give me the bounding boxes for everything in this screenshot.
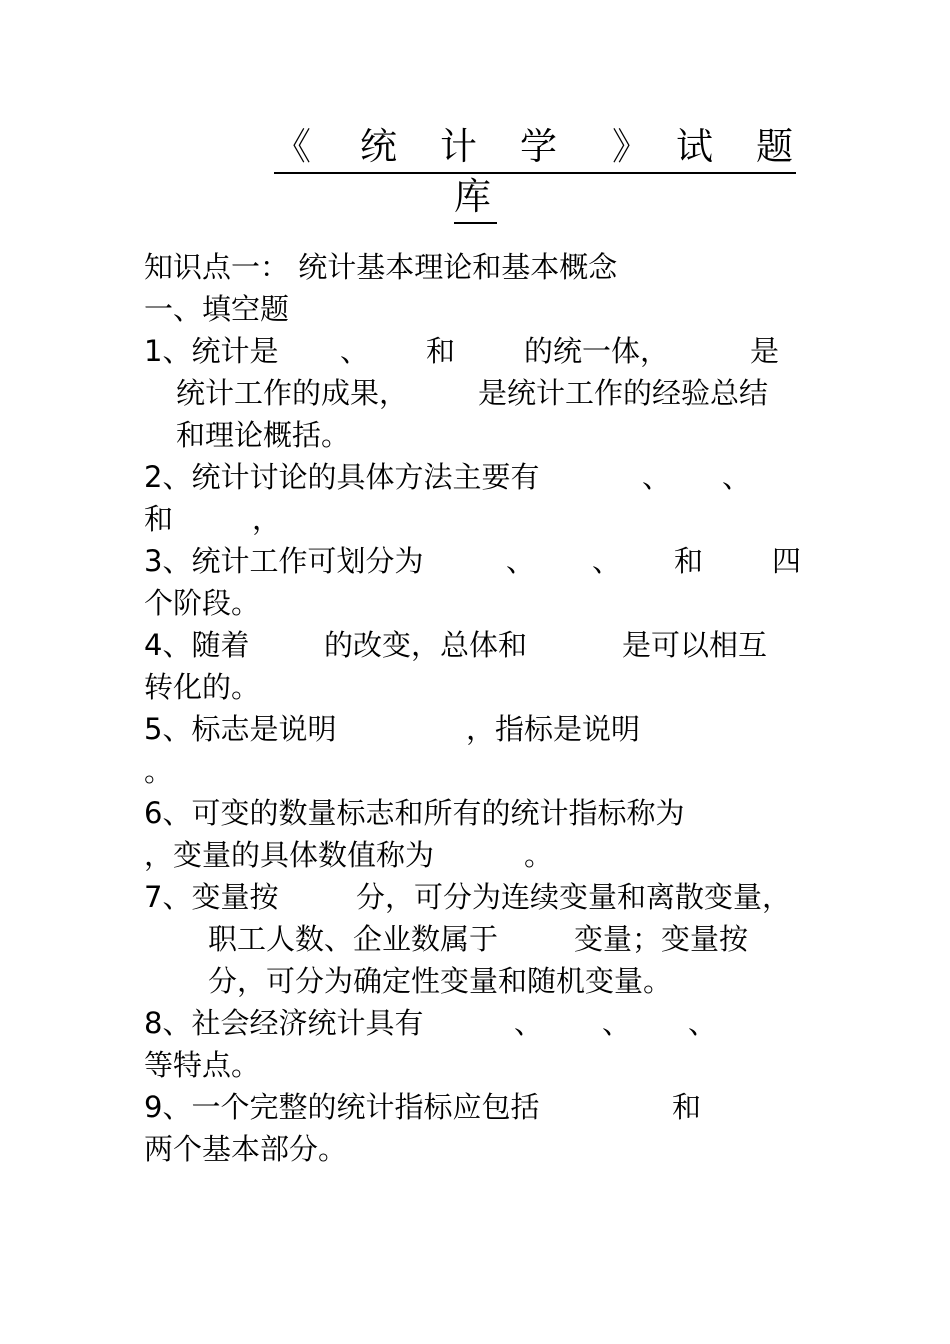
q3-text-d: 和 bbox=[674, 544, 704, 578]
q9-text-a: 9、一个完整的统计指标应包括 bbox=[144, 1090, 540, 1124]
q3-line2: 个阶段。 bbox=[144, 586, 261, 620]
title-char-ji: 计 bbox=[440, 125, 477, 168]
q2-line2-b: ， bbox=[252, 502, 282, 536]
question-4-line-2 bbox=[144, 666, 834, 708]
q5-text-a: 5、标志是说明 bbox=[144, 712, 337, 746]
q4-text-c: 是可以相互 bbox=[622, 628, 768, 662]
question-5-line-2 bbox=[144, 750, 834, 792]
title-char-tong: 统 bbox=[360, 125, 397, 168]
q1-text-b: 、 bbox=[340, 334, 370, 368]
section-heading-row bbox=[144, 246, 834, 288]
question-1-line-3 bbox=[144, 414, 834, 456]
q2-line2-a: 和 bbox=[144, 502, 174, 536]
q1-text-a: 1、统计是 bbox=[144, 334, 279, 368]
q8-text-b: 、 bbox=[514, 1006, 544, 1040]
title-char-ti: 题 bbox=[756, 125, 793, 168]
question-9-line-2 bbox=[144, 1128, 834, 1170]
q7-text-a: 7、变量按 bbox=[144, 880, 279, 914]
q3-text-b: 、 bbox=[506, 544, 536, 578]
q7-text-b: 分，可分为连续变量和离散变量， bbox=[356, 880, 792, 914]
question-1-line-1 bbox=[144, 330, 834, 372]
q7-line2-b: 变量；变量按 bbox=[574, 922, 749, 956]
question-6-line-2 bbox=[144, 834, 834, 876]
question-7-line-1 bbox=[144, 876, 834, 918]
q1-line2-a: 统计工作的成果， bbox=[176, 376, 409, 410]
question-7-line-3 bbox=[144, 960, 834, 1002]
question-7-line-2 bbox=[144, 918, 834, 960]
document-title bbox=[274, 122, 796, 218]
question-8-line-2 bbox=[144, 1044, 834, 1086]
question-6-line-1 bbox=[144, 792, 834, 834]
q1-text-e: 是 bbox=[750, 334, 780, 368]
title-open-bracket: 《 bbox=[274, 125, 311, 168]
q6-line2-a: ，变量的具体数值称为 bbox=[144, 838, 435, 872]
q7-line2-a: 职工人数、企业数属于 bbox=[208, 922, 499, 956]
section-heading: 知识点一： 统计基本理论和基本概念 bbox=[144, 250, 618, 284]
q4-text-a: 4、随着 bbox=[144, 628, 250, 662]
question-2-line-2 bbox=[144, 498, 834, 540]
q8-text-a: 8、社会经济统计具有 bbox=[144, 1006, 424, 1040]
q8-text-c: 、 bbox=[602, 1006, 632, 1040]
question-3-line-1 bbox=[144, 540, 834, 582]
q5-text-b: ，指标是说明 bbox=[466, 712, 641, 746]
q3-text-c: 、 bbox=[592, 544, 622, 578]
question-1-line-2 bbox=[144, 372, 834, 414]
question-2-line-1 bbox=[144, 456, 834, 498]
q2-text-c: 、 bbox=[722, 460, 752, 494]
q6-line2-b: 。 bbox=[524, 838, 554, 872]
question-9-line-1 bbox=[144, 1086, 834, 1128]
q7-line3: 分，可分为确定性变量和随机变量。 bbox=[208, 964, 673, 998]
q9-text-b: 和 bbox=[672, 1090, 702, 1124]
title-close-bracket: 》 bbox=[612, 125, 649, 168]
question-content bbox=[144, 246, 834, 1170]
section-subheading-row bbox=[144, 288, 834, 330]
title-line-1 bbox=[274, 122, 796, 174]
question-4-line-1 bbox=[144, 624, 834, 666]
title-line-2 bbox=[454, 172, 497, 224]
q3-text-a: 3、统计工作可划分为 bbox=[144, 544, 424, 578]
q5-line2: 。 bbox=[144, 754, 174, 788]
question-5-line-1 bbox=[144, 708, 834, 750]
q8-text-d: 、 bbox=[688, 1006, 718, 1040]
q6-text-a: 6、可变的数量标志和所有的统计指标称为 bbox=[144, 796, 685, 830]
q1-text-c: 和 bbox=[426, 334, 456, 368]
q4-line2: 转化的。 bbox=[144, 670, 261, 704]
q2-text-a: 2、统计讨论的具体方法主要有 bbox=[144, 460, 540, 494]
q8-line2: 等特点。 bbox=[144, 1048, 261, 1082]
q3-text-e: 四 bbox=[772, 544, 802, 578]
q1-line3: 和理论概括。 bbox=[176, 418, 351, 452]
title-char-shi: 试 bbox=[676, 125, 713, 168]
q2-text-b: 、 bbox=[642, 460, 672, 494]
q1-text-d: 的统一体， bbox=[524, 334, 670, 368]
q4-text-b: 的改变，总体和 bbox=[324, 628, 528, 662]
title-char-ku: 库 bbox=[454, 175, 491, 218]
q9-line2: 两个基本部分。 bbox=[144, 1132, 348, 1166]
question-8-line-1 bbox=[144, 1002, 834, 1044]
title-char-xue: 学 bbox=[520, 125, 557, 168]
question-3-line-2 bbox=[144, 582, 834, 624]
section-subheading: 一、填空题 bbox=[144, 292, 290, 326]
q1-line2-b: 是统计工作的经验总结 bbox=[478, 376, 769, 410]
